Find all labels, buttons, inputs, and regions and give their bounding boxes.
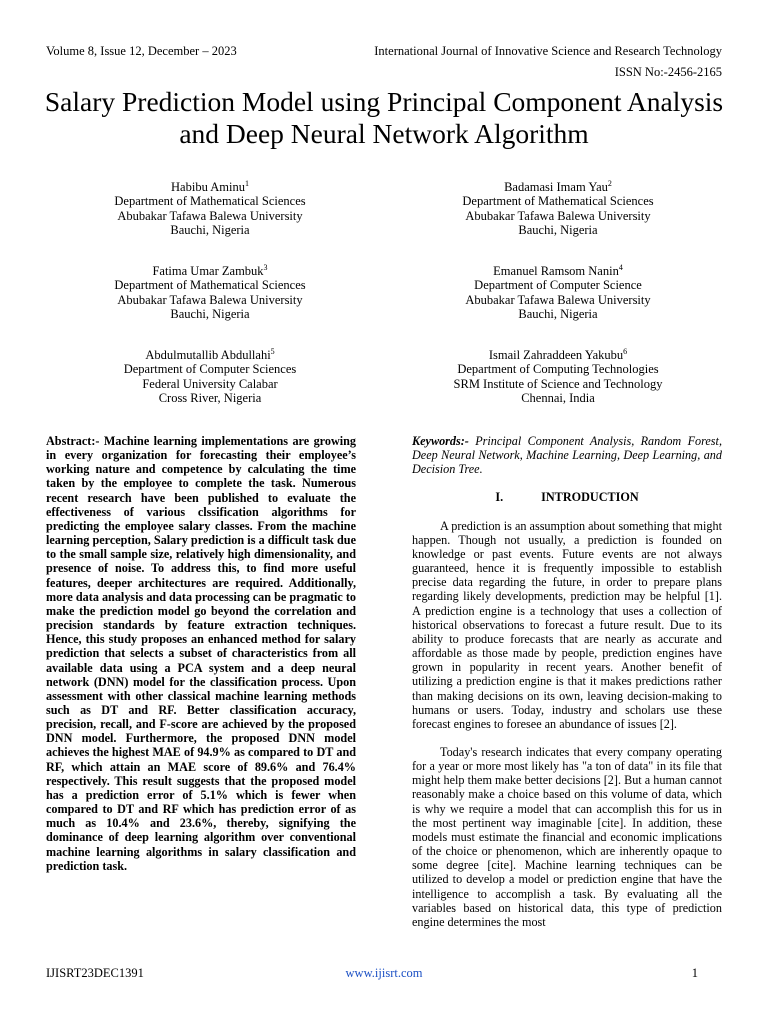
keywords-text: Principal Component Analysis, Random Forest, Deep Neural Network, Machine Learning, Deep Learning, and Decision Tree. <box>412 434 722 477</box>
author-sup: 1 <box>244 178 249 188</box>
author-name: Ismail Zahraddeen Yakubu <box>488 348 624 362</box>
journal-url-link[interactable]: www.ijisrt.com <box>345 966 423 980</box>
author-block <box>50 180 370 237</box>
author-inst: Abubakar Tafawa Balewa University <box>465 292 651 307</box>
keywords <box>412 434 722 476</box>
issn: ISSN No:-2456-2165 <box>614 65 722 79</box>
author-sup: 3 <box>263 262 268 272</box>
author-dept: Department of Computing Technologies <box>457 362 659 377</box>
author-inst: Abubakar Tafawa Balewa University <box>117 292 303 307</box>
author-dept: Department of Mathematical Sciences <box>114 278 306 293</box>
author-sup: 5 <box>270 346 275 356</box>
author-sup: 2 <box>607 178 612 188</box>
author-name: Emanuel Ramsom Nanin <box>493 264 619 278</box>
journal-name: International Journal of Innovative Science and Research Technology <box>374 44 722 58</box>
author-inst: Abubakar Tafawa Balewa University <box>465 208 651 223</box>
author-sup: 6 <box>623 346 628 356</box>
section-heading <box>412 490 722 504</box>
author-block <box>398 264 718 321</box>
author-block <box>50 264 370 321</box>
body-paragraph: Today's research indicates that every company operating for a year or more most likely has "a ton of data" in its file that might help them make better decisions [2]. But a human cannot reasonably make a choice based on this volume of data, which is why we require a model that can accomplish this for us in the most pertinent way imaginable [cite]. In addition, these models must estimate the financial and economic implications of the choice or phenomenon, which are inherently opaque to some degree [cite]. Machine learning techniques can be utilized to develop a model or prediction engine that have the intelligence to accomplish a task. By evaluating all the variables based on historical data, this type of prediction engine determines the most <box>412 744 722 929</box>
right-column <box>412 434 722 943</box>
author-loc: Bauchi, Nigeria <box>518 306 598 321</box>
section-title: INTRODUCTION <box>541 490 639 505</box>
author-dept: Department of Mathematical Sciences <box>462 194 654 209</box>
section-number: I. <box>495 490 504 505</box>
author-sup: 4 <box>618 262 623 272</box>
volume-issue: Volume 8, Issue 12, December – 2023 <box>46 44 237 58</box>
author-name: Badamasi Imam Yau <box>504 180 608 194</box>
author-loc: Cross River, Nigeria <box>158 390 262 405</box>
author-name: Fatima Umar Zambuk <box>152 264 264 278</box>
author-inst: Federal University Calabar <box>142 376 278 391</box>
author-block <box>398 348 718 405</box>
author-loc: Bauchi, Nigeria <box>170 306 250 321</box>
author-inst: Abubakar Tafawa Balewa University <box>117 208 303 223</box>
footer-link-wrap <box>0 966 768 981</box>
author-loc: Chennai, India <box>521 390 595 405</box>
author-block <box>398 180 718 237</box>
abstract: Abstract:- Machine learning implementations are growing in every organization for forecasting their employee’s working nature and competence by calculating the time taken by the employee to complete the task. Numerous recent research have been published to evaluate the effectiveness of various clssification algorithms for predicting the employee salary classes. From the machine learning perception, Salary prediction is a difficult task due to the small sample size, relatively high dimensionality, and presence of noise. To address this, to find more useful features, deeper architectures are required. Additionally, more data analysis and data processing can be pragmatic to make the prediction model go beyond the correlation and precision standards by feature extraction techniques. Hence, this study proposes an enhanced method for salary prediction that selects a subset of characteristics from all available data using a PCA system and a deep neural network (DNN) model for the classification process. Upon assessment with other classical machine learning methods such as DT and RF. Better classification accuracy, precision, recall, and F-score are achieved by the proposed DNN model. Furthermore, the proposed DNN model achieves the highest MAE of 94.9% as compared to DT and RF, which attain an MAE score of 89.6% and 76.4% respectively. This result suggests that the proposed model has a prediction error of 5.1% which is fewer when compared to DT and RF which has prediction error of as much as 10.4% and 23.6%, thereby, signifying the dominance of deep learning algorithm over conventional machine learning algorithms in salary classification and prediction task. <box>46 434 357 873</box>
keywords-label: Keywords:- <box>412 434 469 448</box>
page-number: 1 <box>691 966 698 980</box>
author-dept: Department of Computer Science <box>474 278 642 293</box>
author-dept: Department of Computer Sciences <box>123 362 297 377</box>
author-loc: Bauchi, Nigeria <box>170 222 250 237</box>
author-loc: Bauchi, Nigeria <box>518 222 598 237</box>
author-name: Habibu Aminu <box>171 180 245 194</box>
author-inst: SRM Institute of Science and Technology <box>453 376 663 391</box>
body-paragraph: A prediction is an assumption about something that might happen. Though not usually, a prediction is founded on knowledge or past events. Future events are not always guaranteed, hence it is frequently impossible to establish precise data regarding the future, in order to prepare plans regarding likely developments, prediction may be helpful [1]. A prediction engine is a technology that uses a collection of historical observations to forecast a future result. Due to its ability to produce forecasts that are nearly as accurate and affordable as those made by people, prediction engines have grown in popularity in recent years. Another benefit of utilizing a prediction engine is that it makes predictions rather than making decisions on its own, leaving decision-making to humans or users. Today, industry and scholars use these forecast engines to foresee an abundance of issues [2]. <box>412 518 722 731</box>
paper-title: Salary Prediction Model using Principal Component Analysis and Deep Neural Network Algorithm <box>44 86 724 149</box>
author-name: Abdulmutallib Abdullahi <box>145 348 271 362</box>
author-block <box>50 348 370 405</box>
author-dept: Department of Mathematical Sciences <box>114 194 306 209</box>
article-code: IJISRT23DEC1391 <box>46 966 144 980</box>
